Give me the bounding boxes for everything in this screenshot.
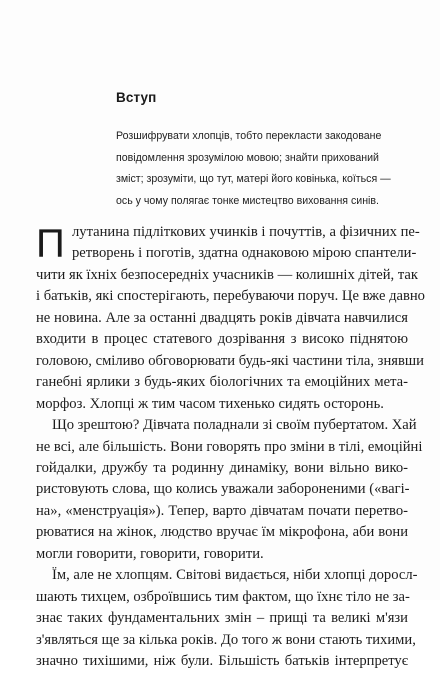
paragraph-line: лутанина підліткових учинків і почуттів, а фізичних пе- bbox=[72, 224, 420, 240]
paragraph-line: ганебні ярлики з будь-яких біологічних та емоційних мета- bbox=[36, 374, 408, 391]
paragraph-line: значно тихішими, ніж були. Більшість батьків інтерпретує bbox=[36, 653, 408, 670]
paragraph-line: чити як їхніх безпосередніх учасників — колишніх дітей, так bbox=[36, 266, 418, 283]
paragraph-line: рюватися на жінок, людство вручає їм мікрофона, аби вони bbox=[36, 524, 408, 541]
paragraph-line: і батьків, які спостерігають, перебуваючи поруч. Це вже давно bbox=[36, 288, 425, 305]
paragraph-line: Що зрештою? Дівчата поладнали зі своїм пубертатом. Хай bbox=[52, 417, 417, 434]
epigraph-line: повідомлення зрозумілою мовою; знайти прихований bbox=[116, 151, 379, 164]
epigraph bbox=[116, 126, 391, 212]
paragraph-line: Їм, але не хлопцям. Світові видається, ніби хлопці доросл- bbox=[52, 567, 418, 584]
body-text bbox=[36, 222, 425, 673]
paragraph-line: могли говорити, говорити, говорити. bbox=[36, 545, 264, 562]
paragraph-line: гойдалки, дружбу та родинну динаміку, вони вільно вико- bbox=[36, 459, 408, 476]
epigraph-line: Розшифрувати хлопців, тобто перекласти закодоване bbox=[116, 130, 382, 142]
paragraph-line: на», «менструація»). Тепер, варто дівчатам почати перетво- bbox=[36, 502, 408, 519]
epigraph-line: ось у чому полягає тонке мистецтво виховання синів. bbox=[116, 194, 379, 207]
paragraph-line: входити в процес статевого дозрівання з високо піднятою bbox=[36, 331, 408, 348]
paragraph-line: шають тихцем, озброївшись тим фактом, що їхнє тіло не за- bbox=[36, 588, 410, 605]
paragraph-line: не всі, але більшість. Вони говорять про зміни в тілі, емоційні bbox=[36, 438, 423, 455]
paragraph-line: не новина. Але за останні двадцять років дівчата навчилися bbox=[36, 309, 408, 326]
drop-cap: П bbox=[36, 222, 65, 266]
paragraph-line: знає таких фундаментальних змін – прищі та великі м'язи bbox=[36, 610, 408, 627]
paragraph-line: ристовують слова, що колись уважали забороненими («вагі- bbox=[36, 481, 410, 498]
paragraph-line: ретворень і поготів, здатна однаковою мірою спантели- bbox=[72, 245, 417, 262]
paragraph-line: з'являться ще за кілька років. До того ж вони стають тихими, bbox=[36, 631, 416, 648]
chapter-heading: Вступ bbox=[116, 90, 157, 105]
epigraph-line: зміст; зрозуміти, що тут, матері його ковінька, коїться — bbox=[116, 173, 391, 185]
paragraph-line: морфоз. Хлопці ж тим часом тихенько сидять осторонь. bbox=[36, 395, 384, 412]
paragraph-line: головою, сміливо обговорювати будь-які частини тіла, знявши bbox=[36, 352, 424, 369]
